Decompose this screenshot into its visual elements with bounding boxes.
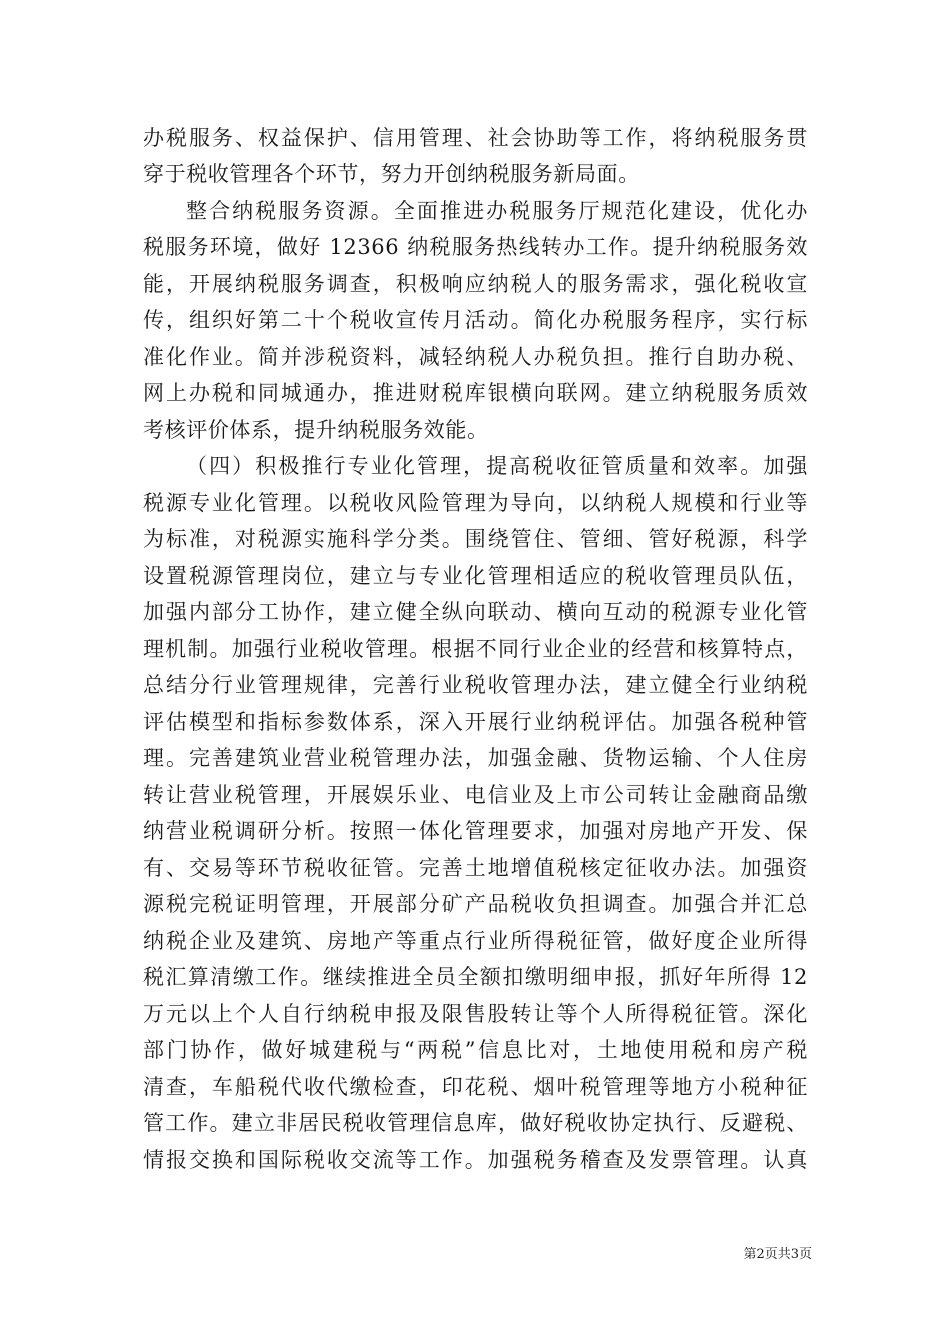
body-text-line: 源税完税证明管理，开展部分矿产品税收负担调查。加强合并汇总 [143, 892, 808, 916]
body-text-line: 税汇算清缴工作。继续推进全员全额扣缴明细申报，抓好年所得 12 [143, 965, 808, 989]
body-text-line: 清查，车船税代收代缴检查，印花税、烟叶税管理等地方小税种征 [143, 1075, 808, 1099]
body-text-line: 为标准，对税源实施科学分类。围绕管住、管细、管好税源，科学 [143, 527, 808, 551]
body-text-line: 部门协作，做好城建税与“两税”信息比对，土地使用税和房产税 [143, 1038, 808, 1062]
body-text-line: 管工作。建立非居民税收管理信息库，做好税收协定执行、反避税、 [143, 1111, 808, 1135]
body-text-line: 考核评价体系，提升纳税服务效能。 [143, 418, 489, 442]
body-text-line: 办税服务、权益保护、信用管理、社会协助等工作，将纳税服务贯 [143, 126, 808, 150]
paragraph-first-line: 整合纳税服务资源。全面推进办税服务厅规范化建设，优化办 [186, 199, 808, 223]
body-text-line: 网上办税和同城通办，推进财税库银横向联网。建立纳税服务质效 [143, 381, 808, 405]
body-text-line: 有、交易等环节税收征管。完善土地增值税核定征收办法。加强资 [143, 856, 808, 880]
body-text-line: 评估模型和指标参数体系，深入开展行业纳税评估。加强各税种管 [143, 710, 808, 734]
body-text-line: 税服务环境，做好 12366 纳税服务热线转办工作。提升纳税服务效 [143, 235, 808, 259]
section-heading-line: （四）积极推行专业化管理，提高税收征管质量和效率。加强 [186, 454, 808, 478]
body-text-line: 加强内部分工协作，建立健全纵向联动、横向互动的税源专业化管 [143, 600, 808, 624]
body-text-line: 传，组织好第二十个税收宣传月活动。简化办税服务程序，实行标 [143, 308, 808, 332]
page-number-footer: 第2页共3页 [743, 1247, 812, 1262]
body-text-line: 理。完善建筑业营业税管理办法，加强金融、货物运输、个人住房 [143, 746, 808, 770]
body-text-line: 准化作业。简并涉税资料，减轻纳税人办税负担。推行自助办税、 [143, 345, 808, 369]
body-text-line: 设置税源管理岗位，建立与专业化管理相适应的税收管理员队伍， [143, 564, 808, 588]
body-text-line: 纳税企业及建筑、房地产等重点行业所得税征管，做好度企业所得 [143, 929, 808, 953]
body-text-line: 转让营业税管理，开展娱乐业、电信业及上市公司转让金融商品缴 [143, 783, 808, 807]
body-text-line: 税源专业化管理。以税收风险管理为导向，以纳税人规模和行业等 [143, 491, 808, 515]
body-text-line: 纳营业税调研分析。按照一体化管理要求，加强对房地产开发、保 [143, 819, 808, 843]
body-text-line: 情报交换和国际税收交流等工作。加强税务稽查及发票管理。认真 [143, 1148, 808, 1172]
body-text-line: 理机制。加强行业税收管理。根据不同行业企业的经营和核算特点， [143, 637, 808, 661]
body-text-line: 穿于税收管理各个环节，努力开创纳税服务新局面。 [143, 162, 640, 186]
body-text-line: 能，开展纳税服务调查，积极响应纳税人的服务需求，强化税收宣 [143, 272, 808, 296]
body-text-line: 总结分行业管理规律，完善行业税收管理办法，建立健全行业纳税 [143, 673, 808, 697]
body-text-line: 万元以上个人自行纳税申报及限售股转让等个人所得税征管。深化 [143, 1002, 808, 1026]
